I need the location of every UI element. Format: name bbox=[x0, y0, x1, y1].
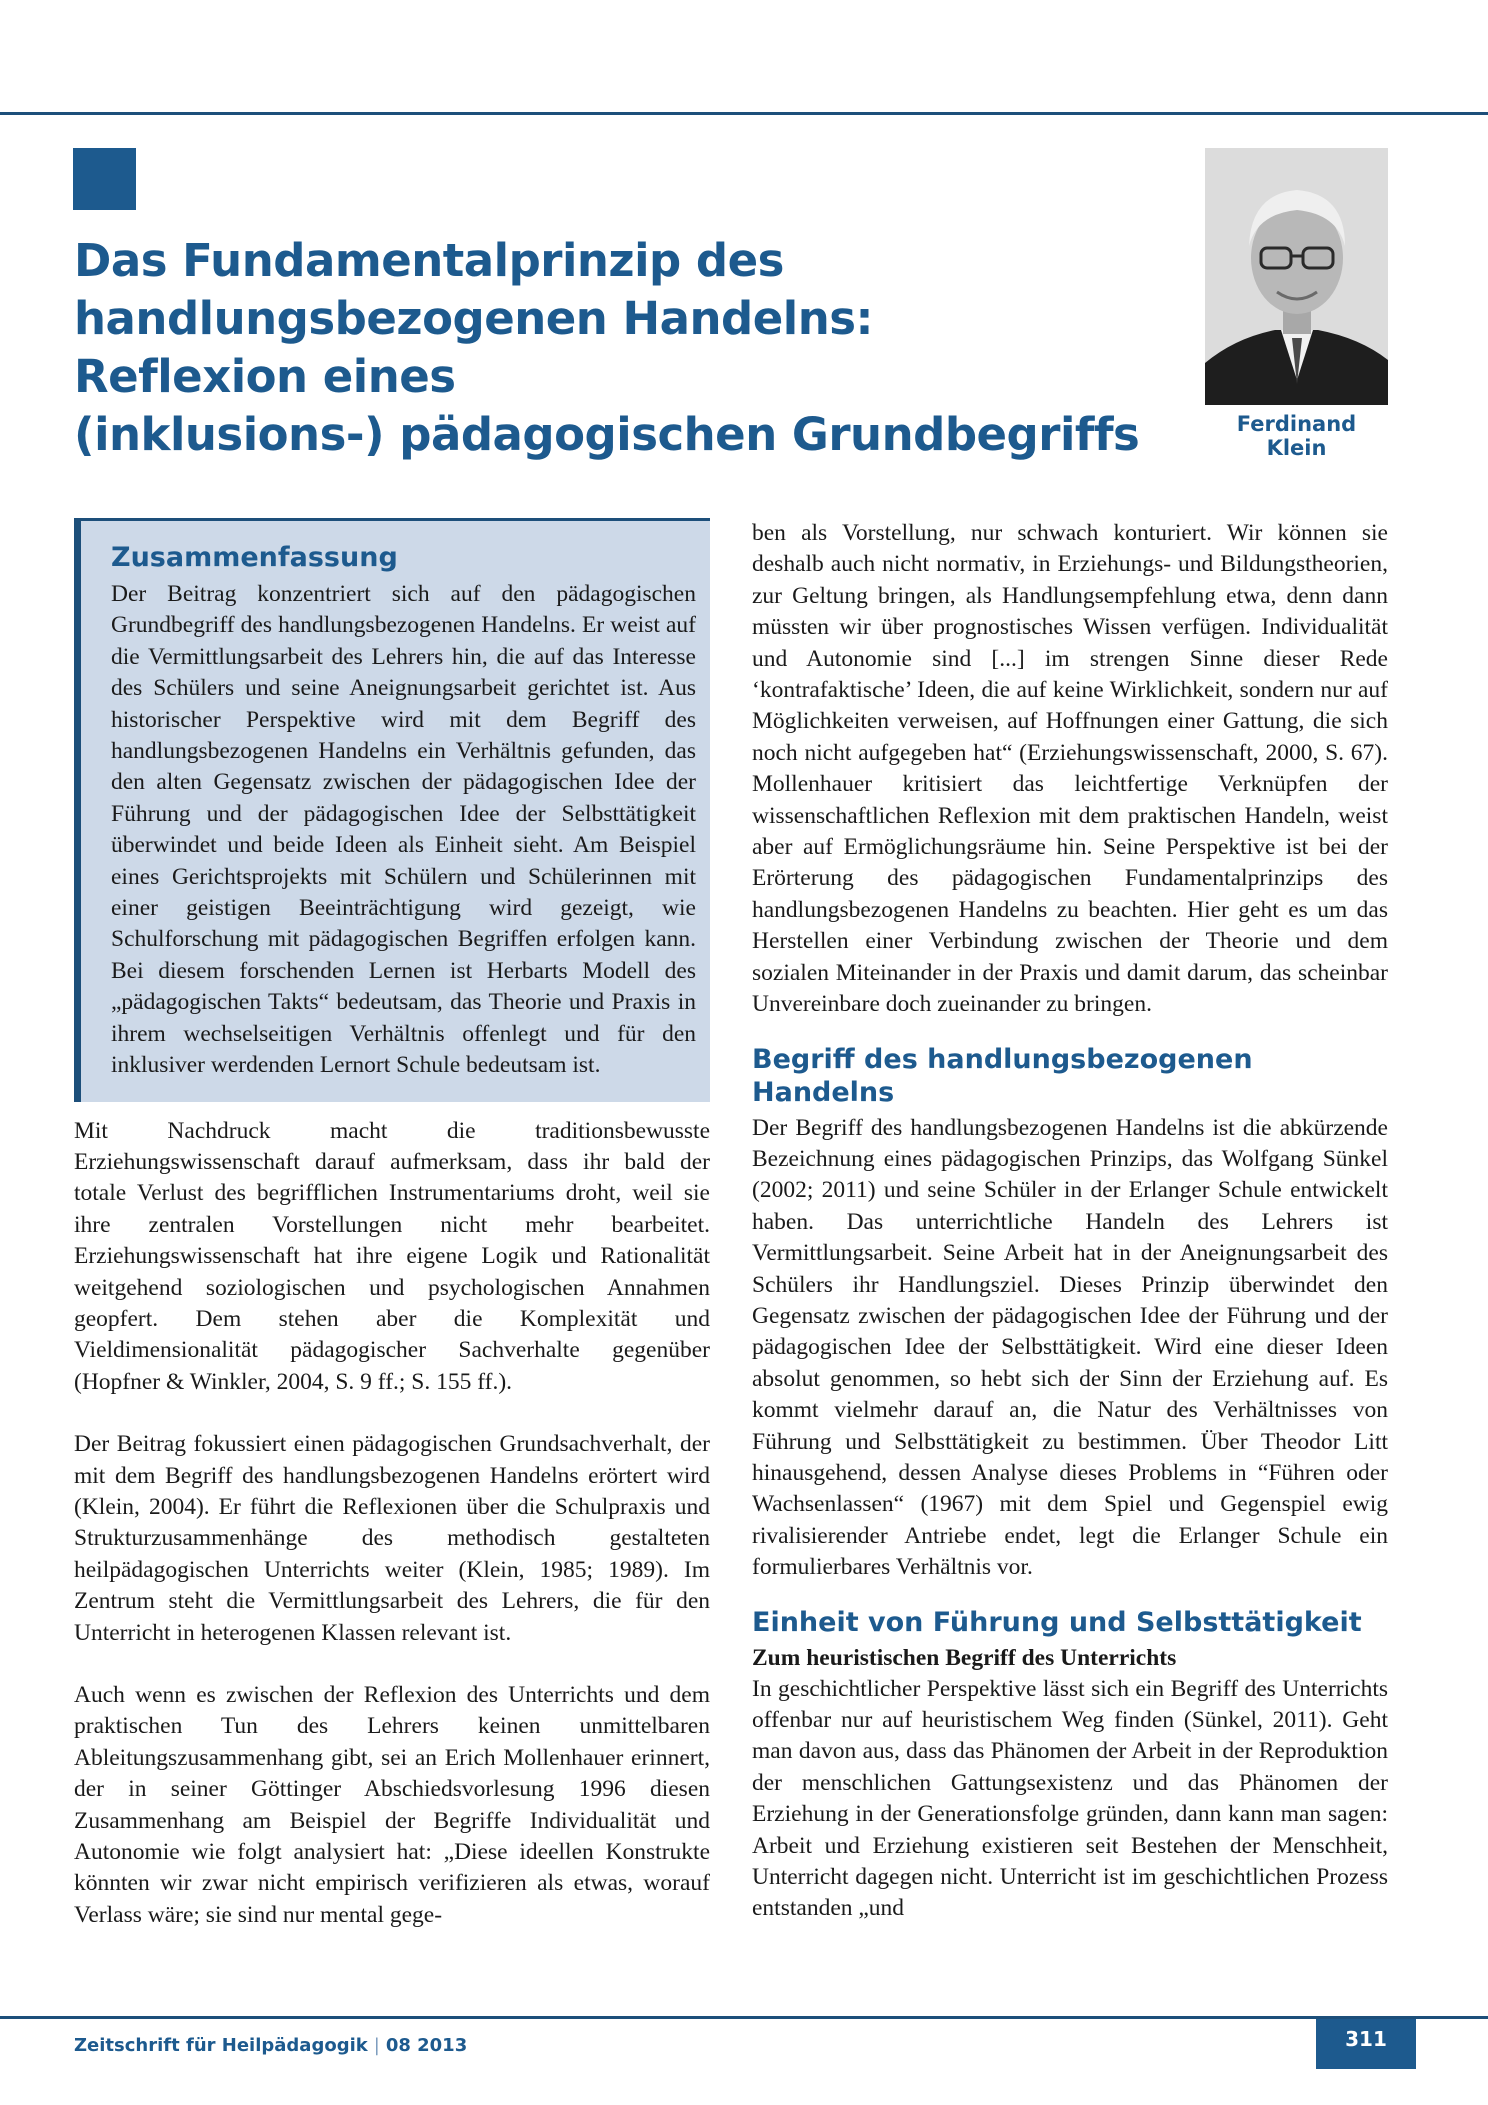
body-paragraph: Auch wenn es zwischen der Reflexion des Unterrichts und dem praktischen Tun des Lehrers keinen unmittelbaren Ableitungszusammenhang gibt, sei an Erich Mollenhauer erinnert, der in seiner Göttinger Abschiedsvorlesung 1996 diesen Zusammenhang am Beispiel der Begriffe Individualität und Autonomie wie folgt analysiert hat: „Diese ideellen Konstrukte könnten wir zwar nicht empirisch verifizieren als etwas, worauf Verlass wäre; sie sind nur mental gege- bbox=[74, 1682, 710, 1928]
title-line: (inklusions-) pädagogischen Grundbegriffs bbox=[74, 408, 1140, 461]
author-name: Ferdinand Klein bbox=[1236, 412, 1357, 460]
body-paragraph: Der Beitrag fokussiert einen pädagogischen Grundsachverhalt, der mit dem Begriff des handlungsbezogenen Handelns erörtert wird (Klein, 2004). Er führt die Reflexionen über die Schulpraxis und Strukturzusammenhänge des methodisch gestalteten heilpädagogischen Unterrichts weiter (Klein, 1985; 1989). Im Zentrum steht die Vermittlungsarbeit des Lehrers, die für den Unterricht in heterogenen Klassen relevant ist. bbox=[74, 1431, 710, 1646]
footer-rule bbox=[0, 2016, 1488, 2019]
page-number: 311 bbox=[1316, 2019, 1416, 2069]
journal-issue: 08 2013 bbox=[385, 2035, 468, 2056]
body-paragraph: Mit Nachdruck macht die traditionsbewusste Erziehungswissenschaft darauf aufmerksam, dass ihr bald der totale Verlust des begrifflichen Instrumentariums droht, weil sie ihre zentralen Vorstellungen nicht mehr bearbeitet. Erziehungswissenschaft hat ihre eigene Logik und Rationalität weitgehend soziologischen und psychologischen Annahmen geopfert. Dem stehen aber die Komplexität und Vieldimensionalität pädagogischer Sachverhalte gegenüber (Hopfner & Winkler, 2004, S. 9 ff.; S. 155 ff.). bbox=[74, 1117, 710, 1395]
section-heading: Einheit von Führung und Selbsttätigkeit bbox=[752, 1606, 1362, 1638]
body-paragraph: Der Begriff des handlungsbezogenen Handelns ist die abkürzende Bezeichnung eines pädagogischen Prinzips, das Wolfgang Sünkel (2002; 2011) und seine Schüler in der Erlanger Schule entwickelt haben. Das unterrichtliche Handeln des Lehrers ist Vermittlungsarbeit. Seine Arbeit hat in der Aneignungsarbeit des Schülers ihr Handlungsziel. Dieses Prinzip überwindet den Gegensatz zwischen der pädagogischen Idee der Führung und der pädagogischen Idee der Selbsttätigkeit. Wird eine dieser Ideen absolut genommen, so hebt sich der Sinn der Erziehung auf. Es kommt vielmehr darauf an, die Natur des Verhältnisses von Führung und Selbsttätigkeit zu bestimmen. Über Theodor Litt hinausgehend, dessen Analyse dieses Problems in “Führen oder Wachsenlassen“ (1967) mit dem Spiel und Gegenspiel ewig rivalisierender Antriebe endet, legt die Erlanger Schule ein formulierbares Verhältnis vor. bbox=[752, 1114, 1388, 1581]
section-subheading: Zum heuristischen Begriff des Unterrichts bbox=[752, 1644, 1177, 1671]
article-title bbox=[74, 232, 1164, 464]
decorative-blue-square bbox=[73, 148, 136, 210]
left-column bbox=[74, 518, 710, 1931]
body-paragraph: ben als Vorstellung, nur schwach konturiert. Wir können sie deshalb auch nicht normativ, in Erziehungs- und Bildungstheorien, zur Geltung bringen, als Handlungsempfehlung etwa, denn dann müssten wir über prognostisches Wissen verfügen. Individualität und Autonomie sind [...] im strengen Sinne dieser Rede ‘kontrafaktische’ Ideen, die auf keine Wirklichkeit, sondern nur auf Möglichkeiten verweisen, auf Hoffnungen einer Gattung, die sich noch nicht aufgegeben hat“ (Erziehungswissenschaft, 2000, S. 67). Mollenhauer kritisiert das leichtfertige Verknüpfen der wissenschaftlichen Reflexion mit dem praktischen Handeln, weist aber auf Ermöglichungsräume hin. Seine Perspektive ist bei der Erörterung des pädagogischen Fundamentalprinzips des handlungsbezogenen Handelns zu beachten. Hier geht es um das Herstellen einer Verbindung zwischen der Theorie und dem sozialen Miteinander in der Praxis und damit darum, das scheinbar Unvereinbare doch zueinander zu bringen. bbox=[752, 520, 1388, 1018]
footer-separator: | bbox=[373, 2035, 380, 2056]
journal-name: Zeitschrift für Heilpädagogik bbox=[74, 2035, 368, 2056]
title-line: handlungsbezogenen Handelns: bbox=[74, 292, 874, 345]
author-photo bbox=[1205, 148, 1388, 405]
abstract-box bbox=[74, 518, 710, 1102]
right-column bbox=[752, 518, 1388, 1925]
title-line: Reflexion eines bbox=[74, 350, 456, 403]
author-portrait-image bbox=[1205, 148, 1388, 405]
top-rule bbox=[0, 112, 1488, 115]
abstract-heading: Zusammenfassung bbox=[111, 542, 398, 573]
body-paragraph: In geschichtlicher Perspektive lässt sich ein Begriff des Unterrichts offenbar nur auf heuristischem Weg finden (Sünkel, 2011). Geht man davon aus, dass das Phänomen der Arbeit in der Reproduktion der menschlichen Gattungsexistenz und das Phänomen der Erziehung in der Generationsfolge gründen, dann kann man sagen: Arbeit und Erziehung existieren seit Bestehen der Menschheit, Unterricht dagegen nicht. Unterricht ist im geschichtlichen Prozess entstanden „und bbox=[752, 1675, 1388, 1922]
section-heading: Begriff des handlungsbezogenen Handelns bbox=[752, 1043, 1253, 1108]
footer-journal-info bbox=[74, 2035, 467, 2056]
abstract-text: Der Beitrag konzentriert sich auf den pädagogischen Grundbegriff des handlungsbezogenen Handelns. Er weist auf die Vermittlungsarbeit des Lehrers hin, die auf das Interesse des Schülers und seine Aneignungsarbeit gerichtet ist. Aus historischer Perspektive wird mit dem Begriff des handlungsbezogenen Handelns ein Verhältnis gefunden, das den alten Gegensatz zwischen der pädagogischen Idee der Führung und der pädagogischen Idee der Selbsttätigkeit überwindet und beide Ideen als Einheit sieht. Am Beispiel eines Gerichtsprojekts mit Schülern und Schülerinnen mit einer geistigen Beeinträchtigung wird gezeigt, wie Schulforschung mit pädagogischen Begriffen erfolgen kann. Bei diesem forschenden Lernen ist Herbarts Modell des „pädagogischen Takts“ bedeutsam, das Theorie und Praxis in ihrem wechselseitigen Verhältnis offenlegt und für den inklusiver werdenden Lernort Schule bedeutsam ist. bbox=[111, 581, 696, 1079]
title-line: Das Fundamentalprinzip des bbox=[74, 234, 784, 287]
